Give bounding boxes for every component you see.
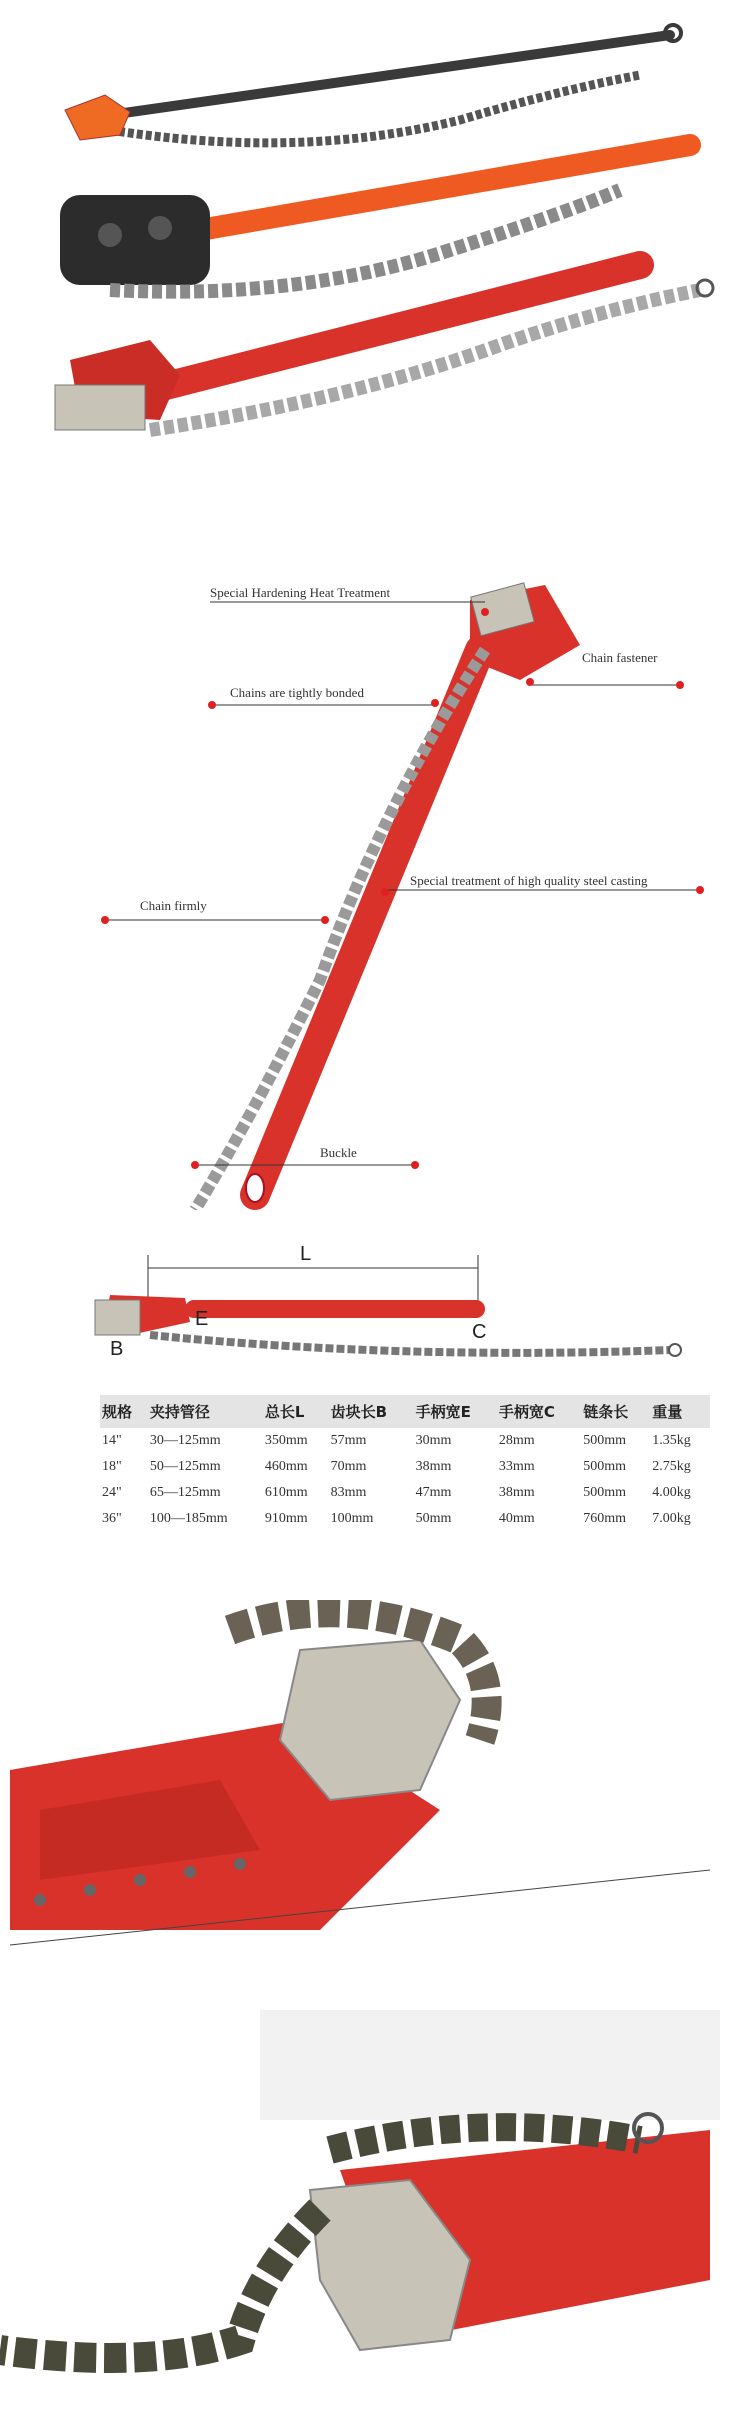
cell-handle-c: 33mm — [498, 1459, 535, 1474]
table-row — [100, 1428, 710, 1454]
table-row — [100, 1506, 710, 1532]
cell-jaw: 83mm — [330, 1485, 367, 1500]
cell-chain: 500mm — [583, 1459, 627, 1474]
cell-jaw: 100mm — [330, 1511, 374, 1526]
label-chains-bonded: Chains are tightly bonded — [230, 685, 364, 700]
hero-wrenches-image — [0, 0, 750, 470]
annotation-hardening — [210, 585, 489, 616]
cell-length: 910mm — [264, 1511, 308, 1526]
label-steel-casting: Special treatment of high quality steel casting — [410, 873, 648, 888]
header-weight: 重量 — [650, 1395, 710, 1428]
cell-handle-e: 30mm — [415, 1433, 452, 1448]
cell-size: 18" — [102, 1459, 122, 1474]
cell-clamp: 100—185mm — [149, 1511, 228, 1526]
dimension-B: B — [110, 1338, 124, 1360]
header-handle-width-c: 手柄宽C — [497, 1395, 581, 1428]
cell-handle-e: 38mm — [415, 1459, 452, 1474]
label-hardening: Special Hardening Heat Treatment — [210, 585, 391, 600]
cell-weight: 7.00kg — [652, 1511, 691, 1526]
annotation-chain-firmly — [101, 898, 329, 924]
cell-handle-c: 40mm — [498, 1511, 535, 1526]
annotated-wrench — [195, 583, 580, 1210]
dimension-L: L — [300, 1243, 312, 1265]
top-wrench — [65, 25, 681, 143]
annotated-wrench-diagram — [0, 560, 750, 1210]
cell-chain: 500mm — [583, 1485, 627, 1500]
cell-length: 350mm — [264, 1433, 308, 1448]
cell-length: 610mm — [264, 1485, 308, 1500]
cell-clamp: 30—125mm — [149, 1433, 221, 1448]
cell-weight: 4.00kg — [652, 1485, 691, 1500]
cell-clamp: 50—125mm — [149, 1459, 221, 1474]
cell-handle-e: 50mm — [415, 1511, 452, 1526]
header-handle-width-e: 手柄宽E — [414, 1395, 497, 1428]
table-row — [100, 1454, 710, 1480]
cell-chain: 500mm — [583, 1433, 627, 1448]
cell-jaw: 70mm — [330, 1459, 367, 1474]
cell-jaw: 57mm — [330, 1433, 367, 1448]
label-chain-fastener: Chain fastener — [582, 650, 658, 665]
header-jaw-length: 齿块长B — [329, 1395, 414, 1428]
annotation-chains-bonded — [208, 685, 439, 709]
annotation-steel-casting — [381, 873, 704, 896]
cell-weight: 1.35kg — [652, 1433, 691, 1448]
cell-handle-c: 28mm — [498, 1433, 535, 1448]
cell-handle-e: 47mm — [415, 1485, 452, 1500]
closeup-jaw-image — [0, 1600, 750, 1970]
dimension-C: C — [472, 1321, 487, 1343]
dimension-diagram — [0, 1240, 750, 1390]
cell-chain: 760mm — [583, 1511, 627, 1526]
cell-size: 14" — [102, 1433, 122, 1448]
label-buckle: Buckle — [320, 1145, 357, 1160]
cell-size: 36" — [102, 1511, 122, 1526]
spec-table — [100, 1395, 710, 1532]
cell-size: 24" — [102, 1485, 122, 1500]
header-clamp-diameter: 夹持管径 — [148, 1395, 263, 1428]
closeup-chain-image — [0, 2010, 750, 2420]
header-total-length: 总长L — [263, 1395, 329, 1428]
header-chain-length: 链条长 — [581, 1395, 650, 1428]
label-chain-firmly: Chain firmly — [140, 898, 207, 913]
cell-weight: 2.75kg — [652, 1459, 691, 1474]
cell-handle-c: 38mm — [498, 1485, 535, 1500]
table-row — [100, 1480, 710, 1506]
header-size: 规格 — [100, 1395, 148, 1428]
cell-clamp: 65—125mm — [149, 1485, 221, 1500]
dimension-E: E — [195, 1308, 209, 1330]
cell-length: 460mm — [264, 1459, 308, 1474]
spec-table-header-row — [100, 1395, 710, 1428]
